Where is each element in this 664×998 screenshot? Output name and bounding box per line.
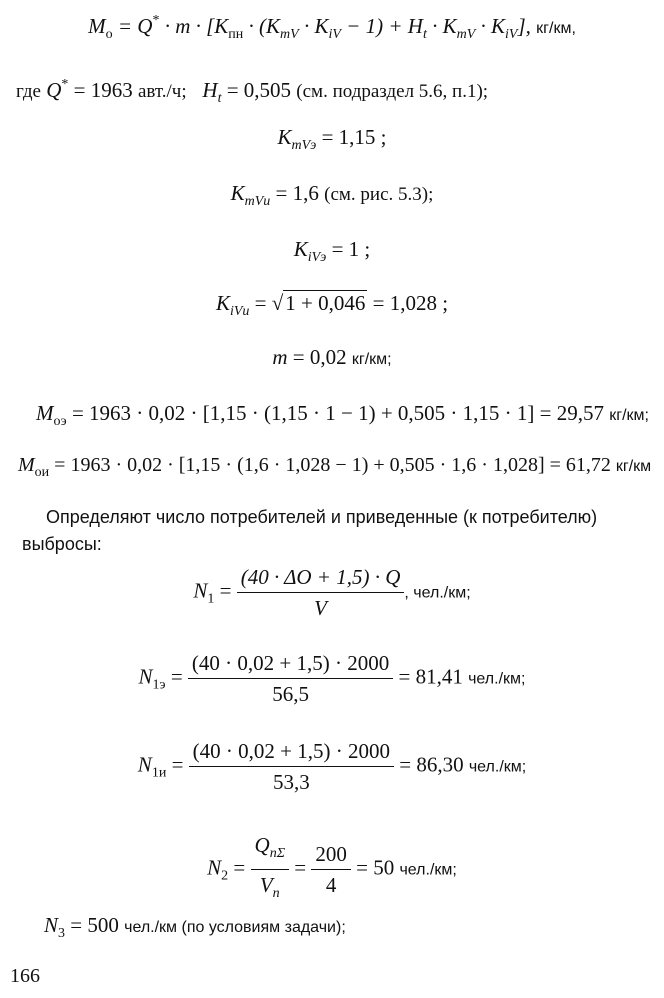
equals: = — [249, 291, 272, 315]
superscript: * — [152, 13, 160, 28]
formula-moi — [18, 452, 651, 486]
subscript: iVи — [229, 304, 250, 319]
subscript: 1 — [207, 591, 215, 607]
denominator: 4 — [325, 873, 337, 897]
subscript: n — [272, 886, 280, 901]
value: = 1,028 ; — [367, 291, 449, 315]
denominator — [251, 870, 290, 907]
equals: = — [166, 752, 189, 777]
subscript: iVэ — [307, 250, 327, 265]
symbol: N — [207, 855, 222, 880]
value: = 0,505 — [221, 78, 292, 102]
formula-moe — [36, 400, 649, 435]
expr: − 1) + H — [340, 14, 423, 38]
symbol: N — [44, 913, 59, 937]
symbol: N — [138, 664, 153, 689]
unit: , чел./км; — [404, 584, 471, 602]
sqrt-radicand: 1 + 0,046 — [285, 291, 366, 315]
formula-kivi — [0, 290, 664, 325]
expr: · K — [475, 14, 506, 38]
unit: авт./ч; — [137, 81, 187, 102]
numerator: 200 — [311, 841, 351, 870]
fraction — [188, 650, 393, 707]
formula-n3 — [44, 912, 346, 947]
subscript: 3 — [58, 926, 66, 941]
equals: = — [214, 578, 237, 603]
equals: = — [289, 855, 312, 880]
subscript: iV — [505, 27, 518, 42]
symbol: V — [259, 873, 273, 897]
subscript: t — [422, 27, 427, 42]
formula-m — [0, 344, 664, 373]
formula-emission-mass — [0, 8, 664, 48]
symbol: M — [18, 454, 35, 476]
unit: кг/км; — [609, 407, 649, 424]
fraction — [311, 841, 351, 898]
formula-n1e — [0, 650, 664, 707]
denominator: 53,3 — [272, 770, 310, 794]
symbol: M — [88, 14, 106, 38]
fraction — [251, 832, 290, 907]
subscript: ои — [34, 465, 50, 480]
value: = 500 — [65, 913, 119, 937]
result: = 86,30 — [393, 752, 464, 777]
subscript: mVи — [244, 194, 271, 209]
unit: чел./км; — [399, 861, 457, 879]
result: = 50 — [350, 855, 395, 880]
numerator: (40 · 0,02 + 1,5) · 2000 — [188, 650, 393, 679]
symbol: M — [36, 401, 54, 425]
word: где — [16, 81, 41, 102]
unit: кг/км; — [351, 351, 392, 368]
symbol: K — [277, 125, 292, 149]
symbol: m — [272, 345, 288, 369]
paragraph: Определяют число потребителей и приведенные (к потребителю) выбросы: — [22, 507, 598, 554]
expr: · (K — [243, 14, 281, 38]
value: = 1,6 — [270, 181, 319, 205]
symbol: H — [202, 78, 218, 102]
result: = 81,41 — [393, 664, 463, 689]
fraction — [189, 738, 394, 795]
formula-n2 — [0, 832, 664, 907]
formula-n1 — [0, 564, 664, 621]
reference: (см. подраздел 5.6, п.1); — [296, 81, 489, 102]
expr: = Q — [112, 14, 153, 38]
expr: ], — [517, 14, 531, 38]
unit: кг/км, — [536, 20, 576, 37]
denominator: V — [314, 596, 327, 620]
numerator: (40 · 0,02 + 1,5) · 2000 — [189, 738, 394, 767]
subscript: mV — [280, 27, 299, 42]
symbol: Q — [46, 78, 62, 102]
subscript: 1э — [152, 677, 166, 693]
formula-kmve — [0, 124, 664, 159]
subscript: t — [217, 91, 222, 106]
page-number: 166 — [10, 965, 40, 987]
symbol: Q — [254, 833, 270, 857]
subscript: nΣ — [269, 846, 286, 861]
unit: кг/км — [615, 458, 652, 475]
symbol: K — [215, 291, 230, 315]
value: = 0,02 — [287, 345, 347, 369]
formula-kmvi — [0, 180, 664, 215]
numerator — [251, 832, 290, 870]
subscript: mV — [456, 27, 476, 42]
value: = 1 ; — [326, 237, 371, 261]
superscript: * — [61, 77, 69, 92]
value: = 1,15 ; — [316, 125, 387, 149]
formula-kive — [0, 236, 664, 271]
value: = 1963 — [68, 78, 133, 102]
sqrt-sign: √ — [271, 291, 284, 315]
expr: = 1963 · 0,02 · [1,15 · (1,6 · 1,028 − 1) + 0,505 · 1,6 · 1,028] = 61,72 — [49, 454, 611, 476]
formula-n1i — [0, 738, 664, 795]
subscript: o — [105, 27, 113, 42]
unit: чел./км; — [468, 758, 527, 776]
expr: = 1963 · 0,02 · [1,15 · (1,15 · 1 − 1) + 0,505 · 1,15 · 1] = 29,57 — [66, 401, 604, 425]
fraction — [237, 564, 405, 621]
expr: · K — [426, 14, 457, 38]
where-line — [16, 72, 488, 112]
symbol: K — [293, 237, 308, 261]
subscript: iV — [328, 27, 341, 42]
subscript: пн — [228, 27, 244, 42]
reference: (см. рис. 5.3); — [324, 184, 434, 205]
equals: = — [165, 664, 188, 689]
equals: = — [228, 855, 251, 880]
symbol: N — [137, 752, 152, 777]
text: чел./км (по условиям задачи); — [124, 919, 346, 936]
denominator: 56,5 — [272, 682, 309, 706]
expr: · K — [298, 14, 329, 38]
subscript: 2 — [221, 868, 229, 884]
expr: · m · [K — [159, 14, 229, 38]
subscript: оэ — [53, 414, 67, 429]
symbol: N — [193, 578, 208, 603]
numerator: (40 · ΔO + 1,5) · Q — [237, 564, 405, 593]
unit: чел./км; — [468, 670, 526, 688]
symbol: K — [230, 181, 245, 205]
subscript: 1и — [151, 765, 167, 781]
subscript: mVэ — [291, 138, 317, 153]
